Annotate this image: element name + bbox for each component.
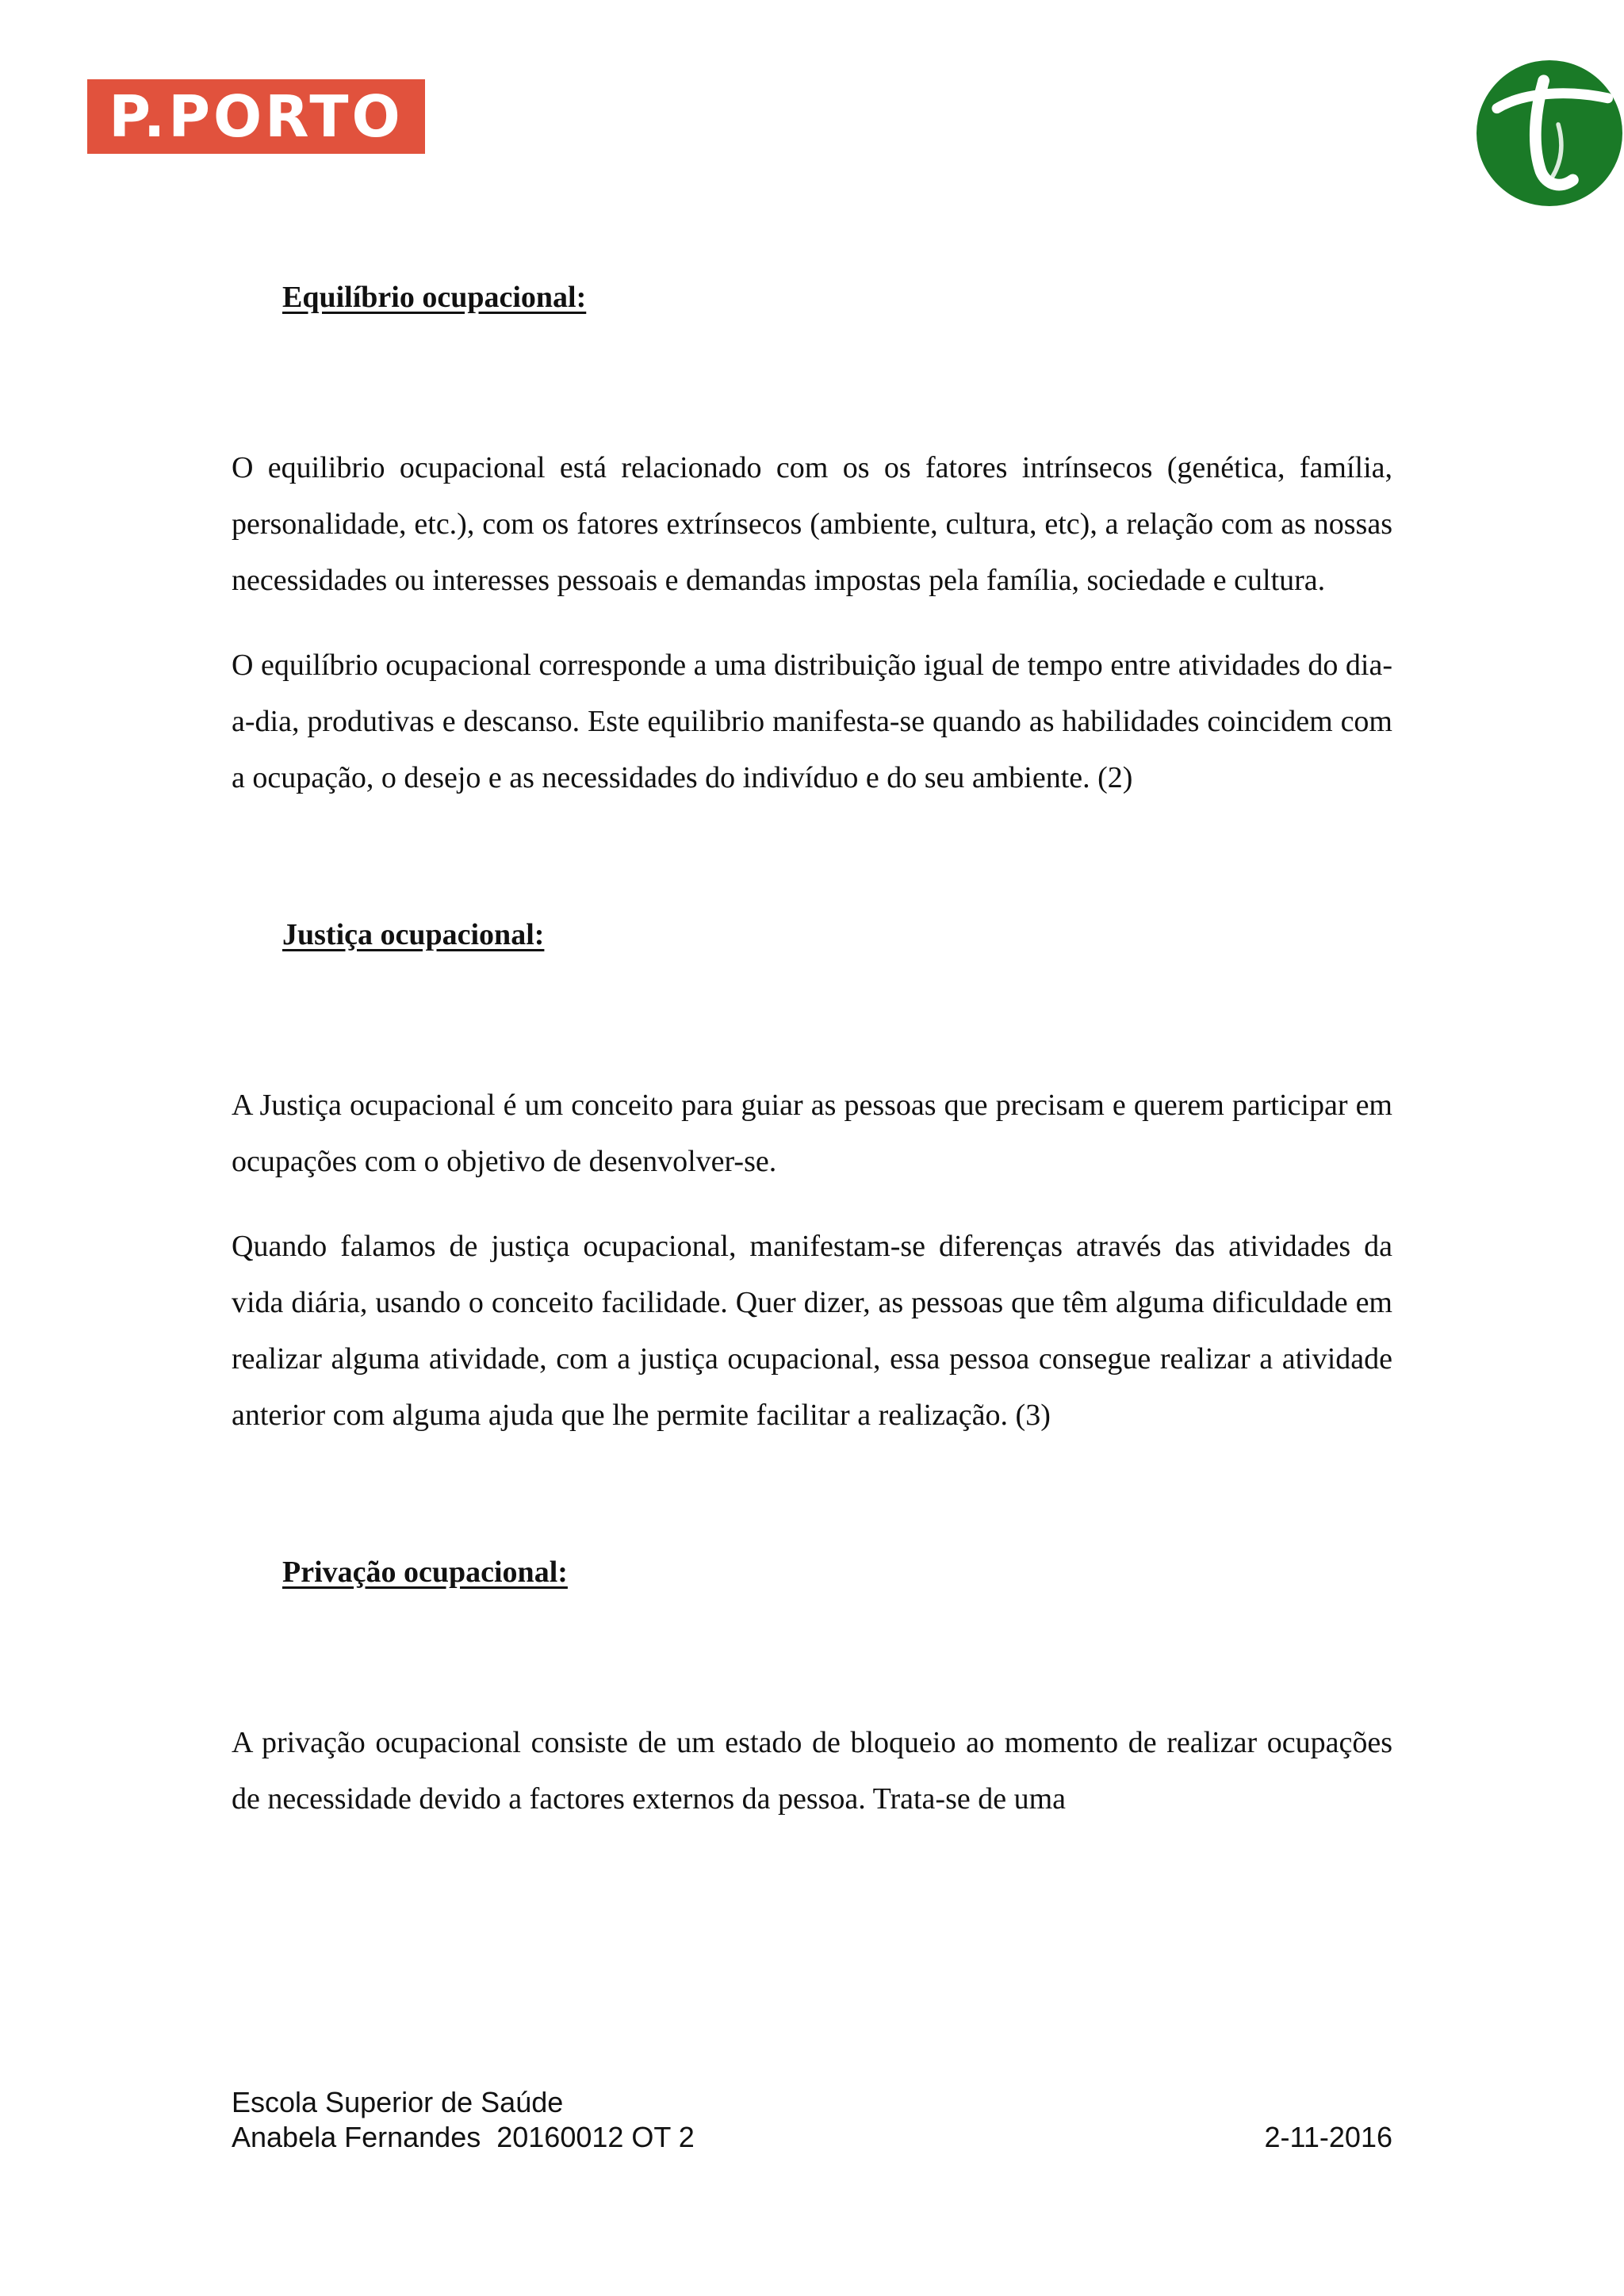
footer-school: Escola Superior de Saúde [232, 2086, 564, 2118]
paragraph-privacao-1: A privação ocupacional consiste de um estado de bloqueio ao momento de realizar ocupações de necessidade devido a factores externos da pessoa. Trata-se de uma [232, 1726, 1392, 1816]
page-footer [232, 2085, 1392, 2155]
section-heading-privacao: Privação ocupacional: [282, 1556, 568, 1589]
footer-author: Anabela Fernandes 20160012 OT 2 [232, 2121, 695, 2153]
section-heading-equilibrio: Equilíbrio ocupacional: [282, 281, 587, 314]
paragraph-equilibrio-2: O equilíbrio ocupacional corresponde a uma distribuição igual de tempo entre atividades do dia-a-dia, produtivas e descanso. Este equilibrio manifesta-se quando as habilidades coincidem com a ocupação, o desejo e as necessidades do indivíduo e do seu ambiente. (2) [232, 649, 1392, 794]
esss-t-emblem-icon [1477, 60, 1622, 206]
footer-date: 2-11-2016 [1264, 2121, 1392, 2153]
p-porto-logo [87, 79, 425, 154]
paragraph-justica-2: Quando falamos de justiça ocupacional, manifestam-se diferenças através das atividades da vida diária, usando o conceito facilidade. Quer dizer, as pessoas que têm alguma dificuldade em realizar alguma atividade, com a justiça ocupacional, essa pessoa consegue realizar a atividade anterior com alguma ajuda que lhe permite facilitar a realização. (3) [232, 1230, 1392, 1432]
paragraph-justica-1: A Justiça ocupacional é um conceito para guiar as pessoas que precisam e querem participar em ocupações com o objetivo de desenvolver-se. [232, 1089, 1392, 1178]
footer-row [232, 2120, 1392, 2155]
p-porto-logo-text: P.PORTO [109, 83, 404, 150]
paragraph-equilibrio-1: O equilibrio ocupacional está relacionado com os os fatores intrínsecos (genética, família, personalidade, etc.), com os fatores extrínsecos (ambiente, cultura, etc), a relação com as nossas necessidades ou interesses pessoais e demandas impostas pela família, sociedade e cultura. [232, 451, 1392, 597]
document-body [232, 270, 1392, 1827]
section-heading-justica: Justiça ocupacional: [282, 918, 545, 951]
